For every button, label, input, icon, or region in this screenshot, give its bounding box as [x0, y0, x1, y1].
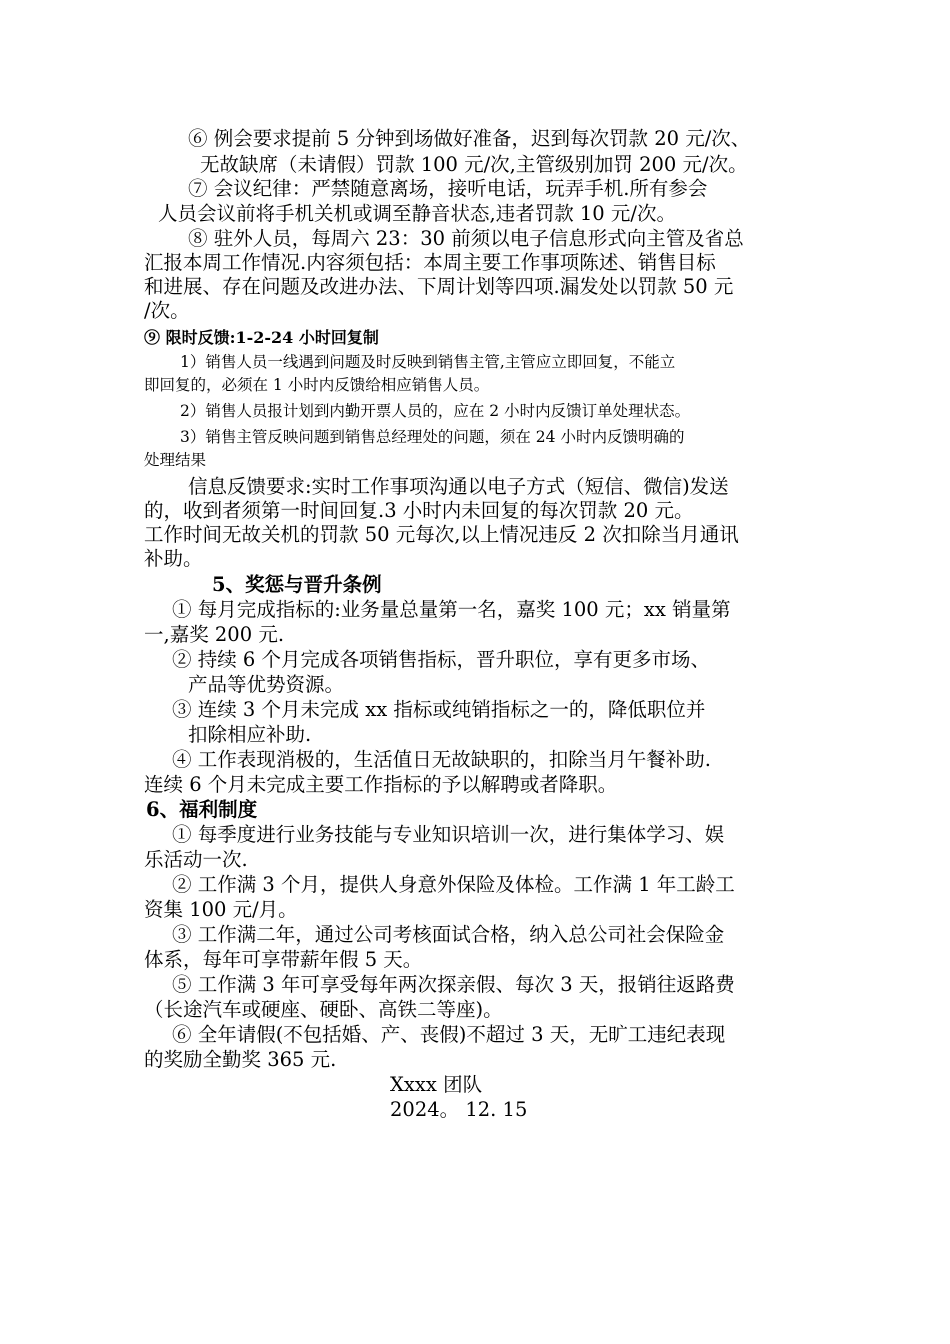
section-6-item-3-line-1: ③ 工作满二年，通过公司考核面试合格，纳入总公司社会保险金	[172, 923, 725, 946]
section-6-item-2-line-1: ② 工作满 3 个月，提供人身意外保险及体检。工作满 1 年工龄工	[172, 873, 735, 896]
feedback-line-3: 工作时间无故关机的罚款 50 元每次,以上情况违反 2 次扣除当月通讯	[144, 523, 739, 546]
section-6-item-5-line-1: ⑥ 全年请假(不包括婚、产、丧假)不超过 3 天，无旷工违纪表现	[172, 1023, 726, 1046]
signature-team: Xxxx 团队	[390, 1073, 483, 1096]
feedback-line-1: 信息反馈要求:实时工作事项沟通以电子方式（短信、微信)发送	[188, 475, 729, 498]
rule-9-item-1-line-1: 1）销售人员一线遇到问题及时反映到销售主管,主管应立即回复，不能立	[180, 353, 676, 371]
rule-8-line-3: 和进展、存在问题及改进办法、下周计划等四项.漏发处以罚款 50 元	[144, 275, 734, 298]
rule-9-item-1-line-2: 即回复的，必须在 1 小时内反馈给相应销售人员。	[144, 376, 490, 394]
rule-7-line-2: 人员会议前将手机关机或调至静音状态,违者罚款 10 元/次。	[158, 202, 676, 225]
rule-9-item-3-line-2: 处理结果	[144, 451, 207, 469]
section-6-item-4-line-2: （长途汽车或硬座、硬卧、高铁二等座)。	[144, 998, 503, 1021]
rule-9-item-2: 2）销售人员报计划到内勤开票人员的，应在 2 小时内反馈订单处理状态。	[180, 402, 691, 420]
section-6-item-1-line-2: 乐活动一次.	[144, 848, 248, 871]
section-6-item-5-line-2: 的奖励全勤奖 365 元.	[144, 1048, 337, 1071]
feedback-line-4: 补助。	[144, 547, 203, 570]
section-5-item-2-line-2: 产品等优势资源。	[188, 673, 345, 696]
section-5-title: 5、奖惩与晋升条例	[212, 573, 382, 596]
signature-date: 2024。 12. 15	[390, 1098, 528, 1121]
section-6-item-4-line-1: ⑤ 工作满 3 年可享受每年两次探亲假、每次 3 天，报销往返路费	[172, 973, 735, 996]
section-6-title: 6、福利制度	[146, 798, 258, 821]
section-6-item-3-line-2: 体系，每年可享带薪年假 5 天。	[144, 948, 423, 971]
section-5-item-4-line-2: 连续 6 个月未完成主要工作指标的予以解聘或者降职。	[144, 773, 618, 796]
rule-8-line-2: 汇报本周工作情况.内容须包括：本周主要工作事项陈述、销售目标	[144, 251, 716, 274]
rule-8-line-4: /次。	[144, 299, 190, 322]
section-6-item-1-line-1: ① 每季度进行业务技能与专业知识培训一次，进行集体学习、娱	[172, 823, 725, 846]
rule-8-line-1: ⑧ 驻外人员，每周六 23：30 前须以电子信息形式向主管及省总	[188, 227, 744, 250]
section-5-item-3-line-2: 扣除相应补助.	[188, 723, 312, 746]
section-5-item-1-line-2: 一,嘉奖 200 元.	[144, 623, 285, 646]
rule-7-line-1: ⑦ 会议纪律：严禁随意离场，接听电话，玩弄手机.所有参会	[188, 177, 708, 200]
section-5-item-2-line-1: ② 持续 6 个月完成各项销售指标，晋升职位，享有更多市场、	[172, 648, 711, 671]
section-5-item-4-line-1: ④ 工作表现消极的，生活值日无故缺职的，扣除当月午餐补助.	[172, 748, 711, 771]
section-6-item-2-line-2: 资集 100 元/月。	[144, 898, 298, 921]
rule-6-line-1: ⑥ 例会要求提前 5 分钟到场做好准备，迟到每次罚款 20 元/次、	[188, 127, 751, 150]
rule-9-item-3-line-1: 3）销售主管反映问题到销售总经理处的问题，须在 24 小时内反馈明确的	[180, 428, 685, 446]
rule-6-line-2: 无故缺席（未请假）罚款 100 元/次,主管级别加罚 200 元/次。	[200, 153, 748, 176]
rule-9-title: ⑨ 限时反馈:1-2-24 小时回复制	[144, 328, 379, 347]
section-5-item-3-line-1: ③ 连续 3 个月未完成 xx 指标或纯销指标之一的，降低职位并	[172, 698, 706, 721]
feedback-line-2: 的，收到者须第一时间回复.3 小时内未回复的每次罚款 20 元。	[144, 499, 694, 522]
section-5-item-1-line-1: ① 每月完成指标的:业务量总量第一名，嘉奖 100 元；xx 销量第	[172, 598, 731, 621]
